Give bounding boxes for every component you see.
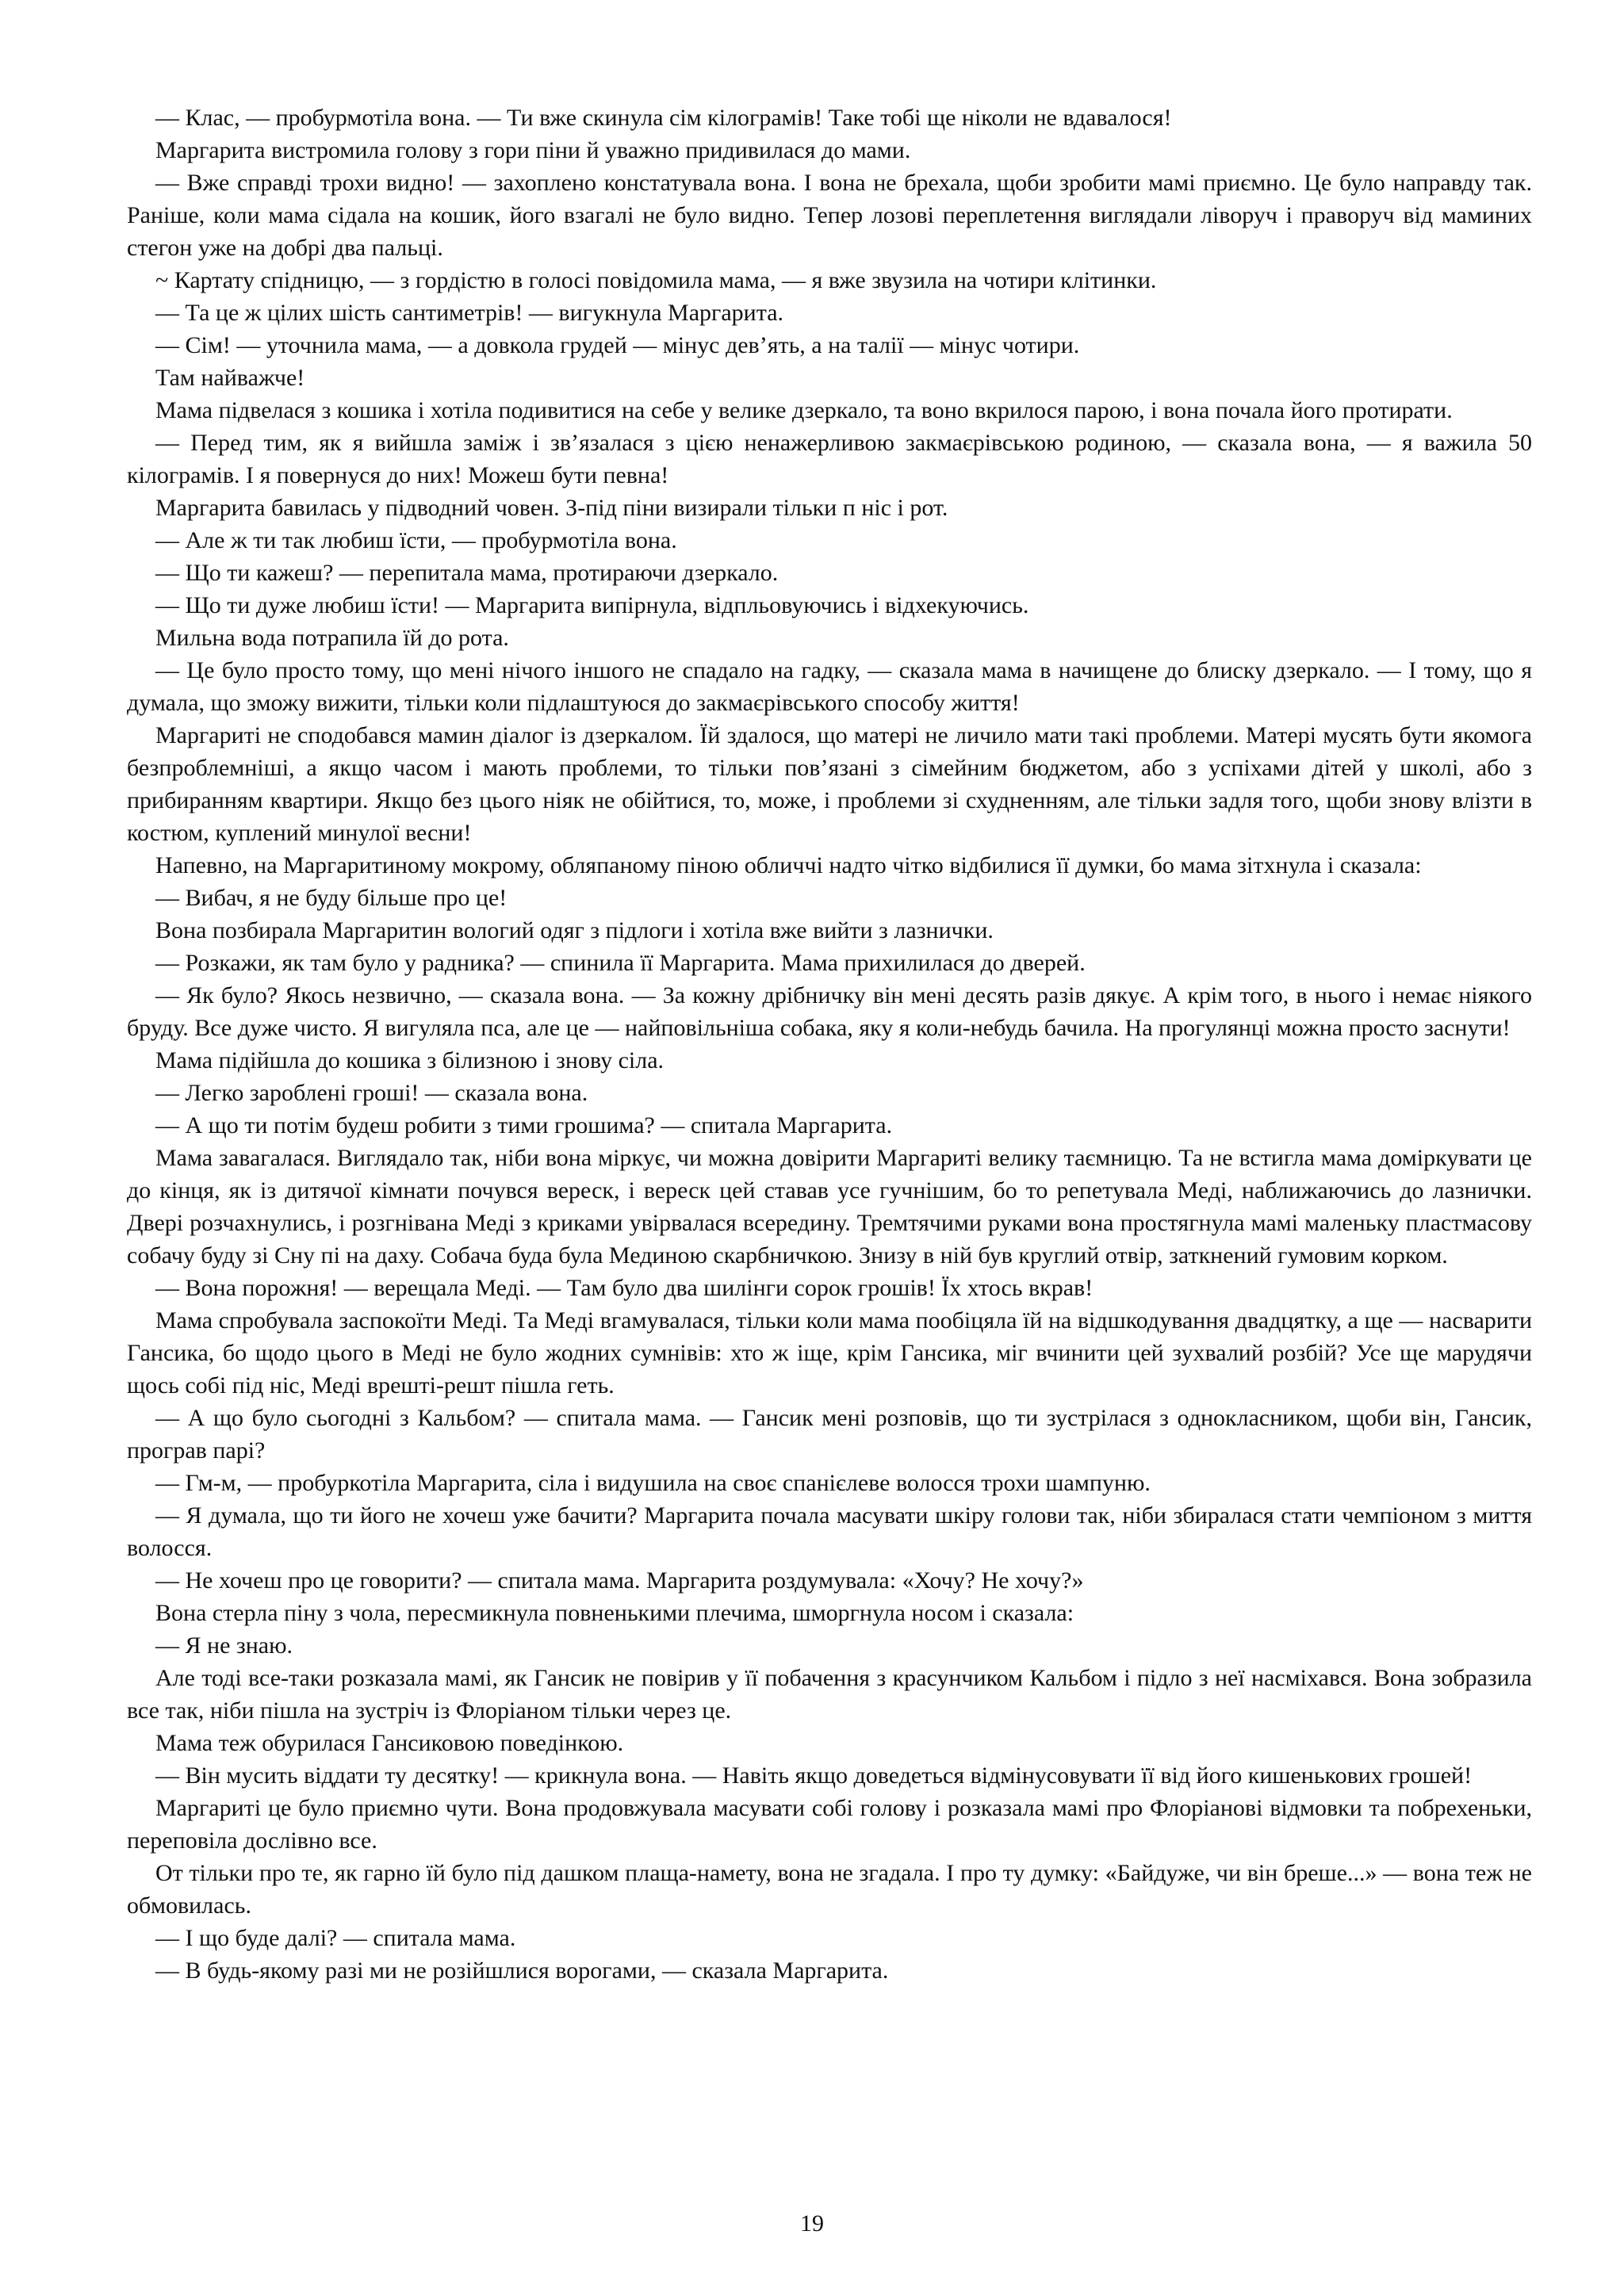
paragraph: — Вона порожня! — верещала Меді. — Там було два шилінги сорок грошів! Їх хтось вкрав! — [155, 1275, 1094, 1301]
paragraph: — Я думала, що ти його не хочеш уже бачити? Маргарита почала масувати шкіру голови так, ніби збиралася стати чемпіоном з миття волосся. — [127, 1502, 1532, 1561]
paragraph: Мама підвелася з кошика і хотіла подивитися на себе у велике дзеркало, та воно вкрилося парою, і вона почала його протирати. — [155, 397, 1453, 423]
paragraph: Напевно, на Маргаритиному мокрому, обляпаному піною обличчі надто чітко відбилися її думки, бо мама зітхнула і сказала: — [155, 852, 1422, 878]
paragraph: Там найважче! — [155, 365, 305, 391]
paragraph: Маргарита бавилась у підводний човен. З-під піни визирали тільки п ніс і рот. — [155, 495, 948, 521]
paragraph: — Вже справді трохи видно! — захоплено констатувала вона. І вона не брехала, щоби зробити мамі приємно. Це було направду так. Раніше, коли мама сідала на кошик, його взагалі не було видно. Тепер лозові переплетення виглядали ліворуч і праворуч від маминих стегон уже на добрі два пальці. — [127, 170, 1532, 261]
page-body — [127, 101, 1532, 1987]
paragraph: — Клас, — пробурмотіла вона. — Ти вже скинула сім кілограмів! Таке тобі ще ніколи не вдавалося! — [155, 105, 1172, 131]
paragraph: Вона стерла піну з чола, пересмикнула повненькими плечима, шморгнула носом і сказала: — [155, 1600, 1074, 1626]
paragraph: — Перед тим, як я вийшла заміж і зв’язалася з цією ненажерливою закмаєрівською родиною, — сказала вона, — я важила 50 кілограмів. І я повернуся до них! Можеш бути певна! — [127, 430, 1532, 488]
paragraph: — А що було сьогодні з Кальбом? — спитала мама. — Гансик мені розповів, що ти зустрілася з однокласником, щоби він, Гансик, програв парі? — [127, 1405, 1532, 1464]
paragraph: — Не хочеш про це говорити? — спитала мама. Маргарита роздумувала: «Хочу? Не хочу?» — [155, 1567, 1084, 1594]
paragraph: — Гм-м, — пробуркотіла Маргарита, сіла і видушила на своє спанієлеве волосся трохи шампуню. — [155, 1470, 1151, 1496]
paragraph: ~ Картату спідницю, — з гордістю в голосі повідомила мама, — я вже звузила на чотири клітинки. — [155, 267, 1157, 293]
paragraph: — Вибач, я не буду більше про це! — [155, 885, 508, 911]
paragraph: — Але ж ти так любиш їсти, — пробурмотіла вона. — [155, 527, 677, 553]
paragraph: — Сім! — уточнила мама, — а довкола грудей — мінус дев’ять, а на талії — мінус чотири. — [155, 332, 1080, 358]
paragraph: — Розкажи, як там було у радника? — спинила її Маргарита. Мама прихилилася до дверей. — [155, 950, 1086, 976]
paragraph: — А що ти потім будеш робити з тими грошима? — спитала Маргарита. — [155, 1112, 893, 1138]
paragraph: Маргариті це було приємно чути. Вона продовжувала масувати собі голову і розказала мамі про Флоріанові відмовки та побрехеньки, переповіла дослівно все. — [127, 1795, 1532, 1854]
paragraph: — Легко зароблені гроші! — сказала вона. — [155, 1080, 588, 1106]
paragraph: Маргарита вистромила голову з гори піни й уважно придивилася до мами. — [155, 137, 911, 163]
paragraph: Вона позбирала Маргаритин вологий одяг з підлоги і хотіла вже вийти з лазнички. — [155, 917, 994, 943]
page-number: 19 — [800, 2210, 824, 2237]
paragraph: Мильна вода потрапила їй до рота. — [155, 625, 509, 651]
paragraph: — Що ти дуже любиш їсти! — Маргарита випірнула, відпльовуючись і відхекуючись. — [155, 592, 1029, 618]
paragraph: Мама теж обурилася Гансиковою поведінкою. — [155, 1730, 624, 1756]
paragraph: — Він мусить віддати ту десятку! — крикнула вона. — Навіть якщо доведеться відмінусовувати її від його кишенькових грошей! — [155, 1762, 1473, 1789]
paragraph: — Що ти кажеш? — перепитала мама, протираючи дзеркало. — [155, 560, 779, 586]
paragraph: Мама спробувала заспокоїти Меді. Та Меді вгамувалася, тільки коли мама пообіцяла їй на відшкодування двадцятку, а ще — насварити Гансика, бо щодо цього в Меді не було жодних сумнівів: хто ж іще, крім Гансика, міг вчинити цей зухвалий розбій? Усе ще марудячи щось собі під ніс, Меді врешті-решт пішла геть. — [127, 1307, 1532, 1399]
paragraph: Маргариті не сподобався мамин діалог із дзеркалом. Їй здалося, що матері не личило мати такі проблеми. Матері мусять бути якомога безпроблемніші, а якщо часом і мають проблеми, то тільки пов’язані з сімейним бюджетом, або з успіхами дітей у школі, або з прибиранням квартири. Якщо без цього ніяк не обійтися, то, може, і проблеми зі схудненням, але тільки задля того, щоби знову влізти в костюм, куплений минулої весни! — [127, 722, 1532, 846]
paragraph: Мама підійшла до кошика з білизною і знову сіла. — [155, 1047, 665, 1073]
paragraph: — Та це ж цілих шість сантиметрів! — вигукнула Маргарита. — [155, 300, 784, 326]
paragraph: Мама завагалася. Виглядало так, ніби вона міркує, чи можна довірити Маргариті велику таємницю. Та не встигла мама доміркувати це до кінця, як із дитячої кімнати почувся вереск, і вереск цей ставав усе гучнішим, бо то репетувала Меді, наближаючись до лазнички. Двері розчахнулись, і розгнівана Меді з криками увірвалася всередину. Тремтячими руками вона простягнула мамі маленьку пластмасову собачу буду зі Сну пі на даху. Собача буда була Мединою скарбничкою. Знизу в ній був круглий отвір, заткнений гумовим корком. — [127, 1145, 1532, 1269]
paragraph: — І що буде далі? — спитала мама. — [155, 1925, 516, 1951]
paragraph: — Це було просто тому, що мені нічого іншого не спадало на гадку, — сказала мама в начищене до блиску дзеркало. — І тому, що я думала, що зможу вижити, тільки коли підлаштуюся до закмаєрівського способу життя! — [127, 657, 1532, 716]
paragraph: — Я не знаю. — [155, 1632, 293, 1659]
paragraph: — В будь-якому разі ми не розійшлися ворогами, — сказала Маргарита. — [155, 1957, 889, 1984]
paragraph: От тільки про те, як гарно їй було під дашком плаща-намету, вона не згадала. І про ту думку: «Байдуже, чи він бреше...» — вона теж не обмовилась. — [127, 1860, 1532, 1919]
paragraph: Але тоді все-таки розказала мамі, як Гансик не повірив у її побачення з красунчиком Кальбом і підло з неї насміхався. Вона зобразила все так, ніби пішла на зустріч із Флоріаном тільки через це. — [127, 1665, 1532, 1724]
paragraph: — Як було? Якось незвично, — сказала вона. — За кожну дрібничку він мені десять разів дякує. А крім того, в нього і немає ніякого бруду. Все дуже чисто. Я вигуляла пса, але це — найповільніша собака, яку я коли-небудь бачила. На прогулянці можна просто заснути! — [127, 982, 1532, 1041]
